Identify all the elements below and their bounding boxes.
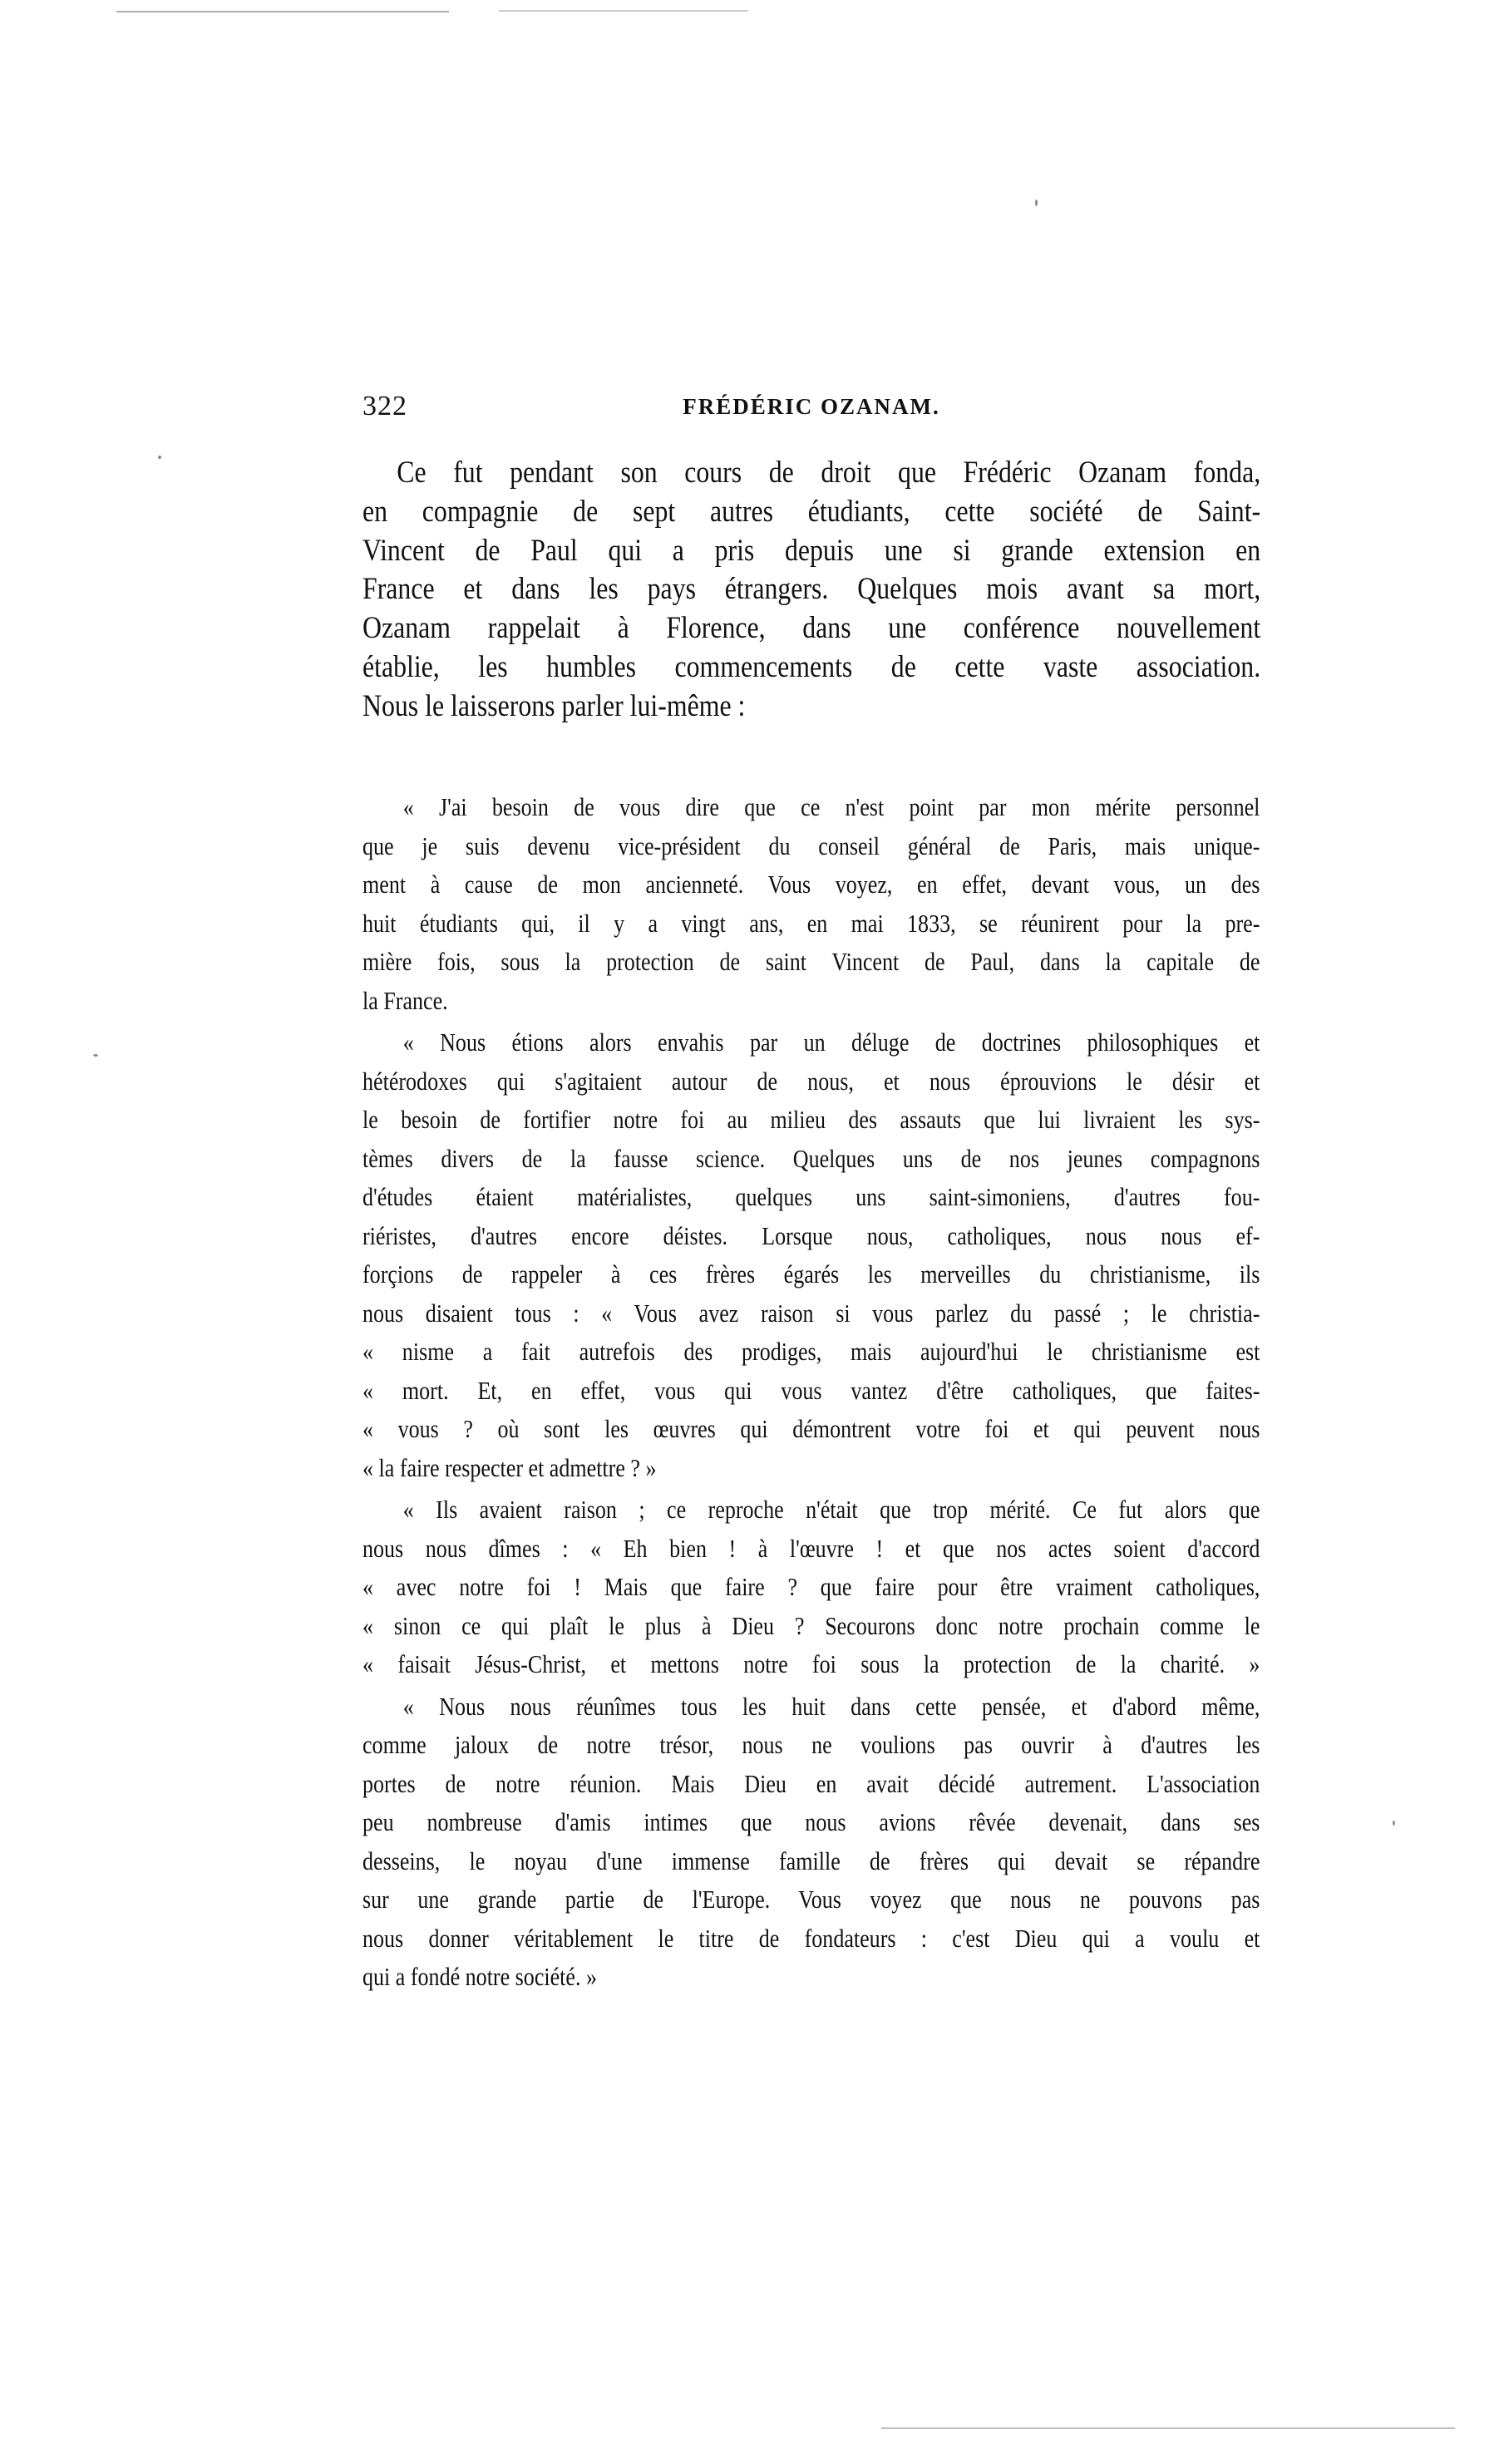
intro-paragraph [362,454,1260,727]
text-line: « vous ? où sont les œuvres qui démontrent votre foi et qui peuvent nous [362,1414,1260,1443]
page-number: 322 [362,391,407,421]
text-line: ment à cause de mon ancienneté. Vous voyez, en effet, devant vous, un des [362,870,1260,899]
text-line: « Nous nous réunîmes tous les huit dans cette pensée, et d'abord même, [402,1691,1260,1721]
text-line: Ozanam rappelait à Florence, dans une conférence nouvellement [362,611,1261,646]
book-page [362,391,1261,1991]
quote-paragraph-3 [362,1491,1260,1684]
text-line: « la faire respecter et admettre ? » [362,1452,657,1482]
text-line: hétérodoxes qui s'agitaient autour de nous, et nous éprouvions le désir et [362,1066,1260,1096]
text-line: nous donner véritablement le titre de fondateurs : c'est Dieu qui a voulu et [362,1923,1260,1953]
text-line: sur une grande partie de l'Europe. Vous voyez que nous ne pouvons pas [362,1885,1260,1914]
scan-artifact-top-center [499,10,748,12]
scan-artifact-bottom-right [881,2427,1455,2429]
scan-speck [93,1054,98,1057]
text-line: desseins, le noyau d'une immense famille de frères qui devait se répandre [362,1846,1260,1875]
text-line: « J'ai besoin de vous dire que ce n'est point par mon mérite personnel [402,792,1260,821]
scan-speck [158,456,161,459]
text-line: « nisme a fait autrefois des prodiges, mais aujourd'hui le christianisme est [362,1337,1260,1366]
text-line: « sinon ce qui plaît le plus à Dieu ? Secourons donc notre prochain comme le [362,1610,1260,1640]
text-line: riéristes, d'autres encore déistes. Lorsque nous, catholiques, nous nous ef- [362,1220,1260,1250]
text-line: Vincent de Paul qui a pris depuis une si grande extension en [362,533,1261,568]
text-line: « Nous étions alors envahis par un déluge de doctrines philosophiques et [402,1027,1260,1057]
text-line: « faisait Jésus-Christ, et mettons notre foi sous la protection de la charité. » [362,1649,1260,1678]
text-line: Nous le laisserons parler lui-même : [362,688,746,723]
text-line: peu nombreuse d'amis intimes que nous avions rêvée devenait, dans ses [362,1807,1260,1836]
text-line: France et dans les pays étrangers. Quelques mois avant sa mort, [362,572,1261,607]
text-line: nous disaient tous : « Vous avez raison si vous parlez du passé ; le christia- [362,1298,1260,1328]
text-line: d'études étaient matérialistes, quelques uns saint-simoniens, d'autres fou- [362,1182,1260,1211]
text-line: « mort. Et, en effet, vous qui vous vantez d'être catholiques, que faites- [362,1375,1260,1405]
text-line: « Ils avaient raison ; ce reproche n'était que trop mérité. Ce fut alors que [402,1495,1260,1524]
running-title: FRÉDÉRIC OZANAM. [683,394,940,419]
scan-speck [1035,200,1038,206]
text-line: forçions de rappeler à ces frères égarés les merveilles du christianisme, ils [362,1259,1260,1289]
text-line: mière fois, sous la protection de saint Vincent de Paul, dans la capitale de [362,947,1260,976]
text-line: nous nous dîmes : « Eh bien ! à l'œuvre ! et que nos actes soient d'accord [362,1533,1260,1563]
quote-paragraph-1 [362,788,1260,1020]
text-line: huit étudiants qui, il y a vingt ans, en mai 1833, se réunirent pour la pre- [362,908,1260,938]
text-line: la France. [362,985,448,1015]
text-line: comme jaloux de notre trésor, nous ne voulions pas ouvrir à d'autres les [362,1730,1260,1759]
paragraph [362,454,1260,727]
scan-artifact-top-left [116,11,449,12]
text-line: tèmes divers de la fausse science. Quelques uns de nos jeunes compagnons [362,1143,1260,1173]
quote-paragraph-2 [362,1023,1260,1487]
text-line: qui a fondé notre société. » [362,1962,598,1991]
text-line: établie, les humbles commencements de cette vaste association. [362,649,1261,684]
text-line: Ce fut pendant son cours de droit que Frédéric Ozanam fonda, [397,456,1261,490]
text-line: « avec notre foi ! Mais que faire ? que faire pour être vraiment catholiques, [362,1572,1260,1601]
quotation-block [362,788,1260,1997]
running-head [362,391,1260,427]
text-line: en compagnie de sept autres étudiants, cette société de Saint- [362,494,1261,529]
scan-speck [1393,1821,1395,1826]
text-line: portes de notre réunion. Mais Dieu en avait décidé autrement. L'association [362,1768,1260,1798]
quote-paragraph-4 [362,1688,1260,1997]
text-line: le besoin de fortifier notre foi au milieu des assauts que lui livraient les sys- [362,1105,1260,1134]
text-line: que je suis devenu vice-président du conseil général de Paris, mais unique- [362,830,1260,860]
